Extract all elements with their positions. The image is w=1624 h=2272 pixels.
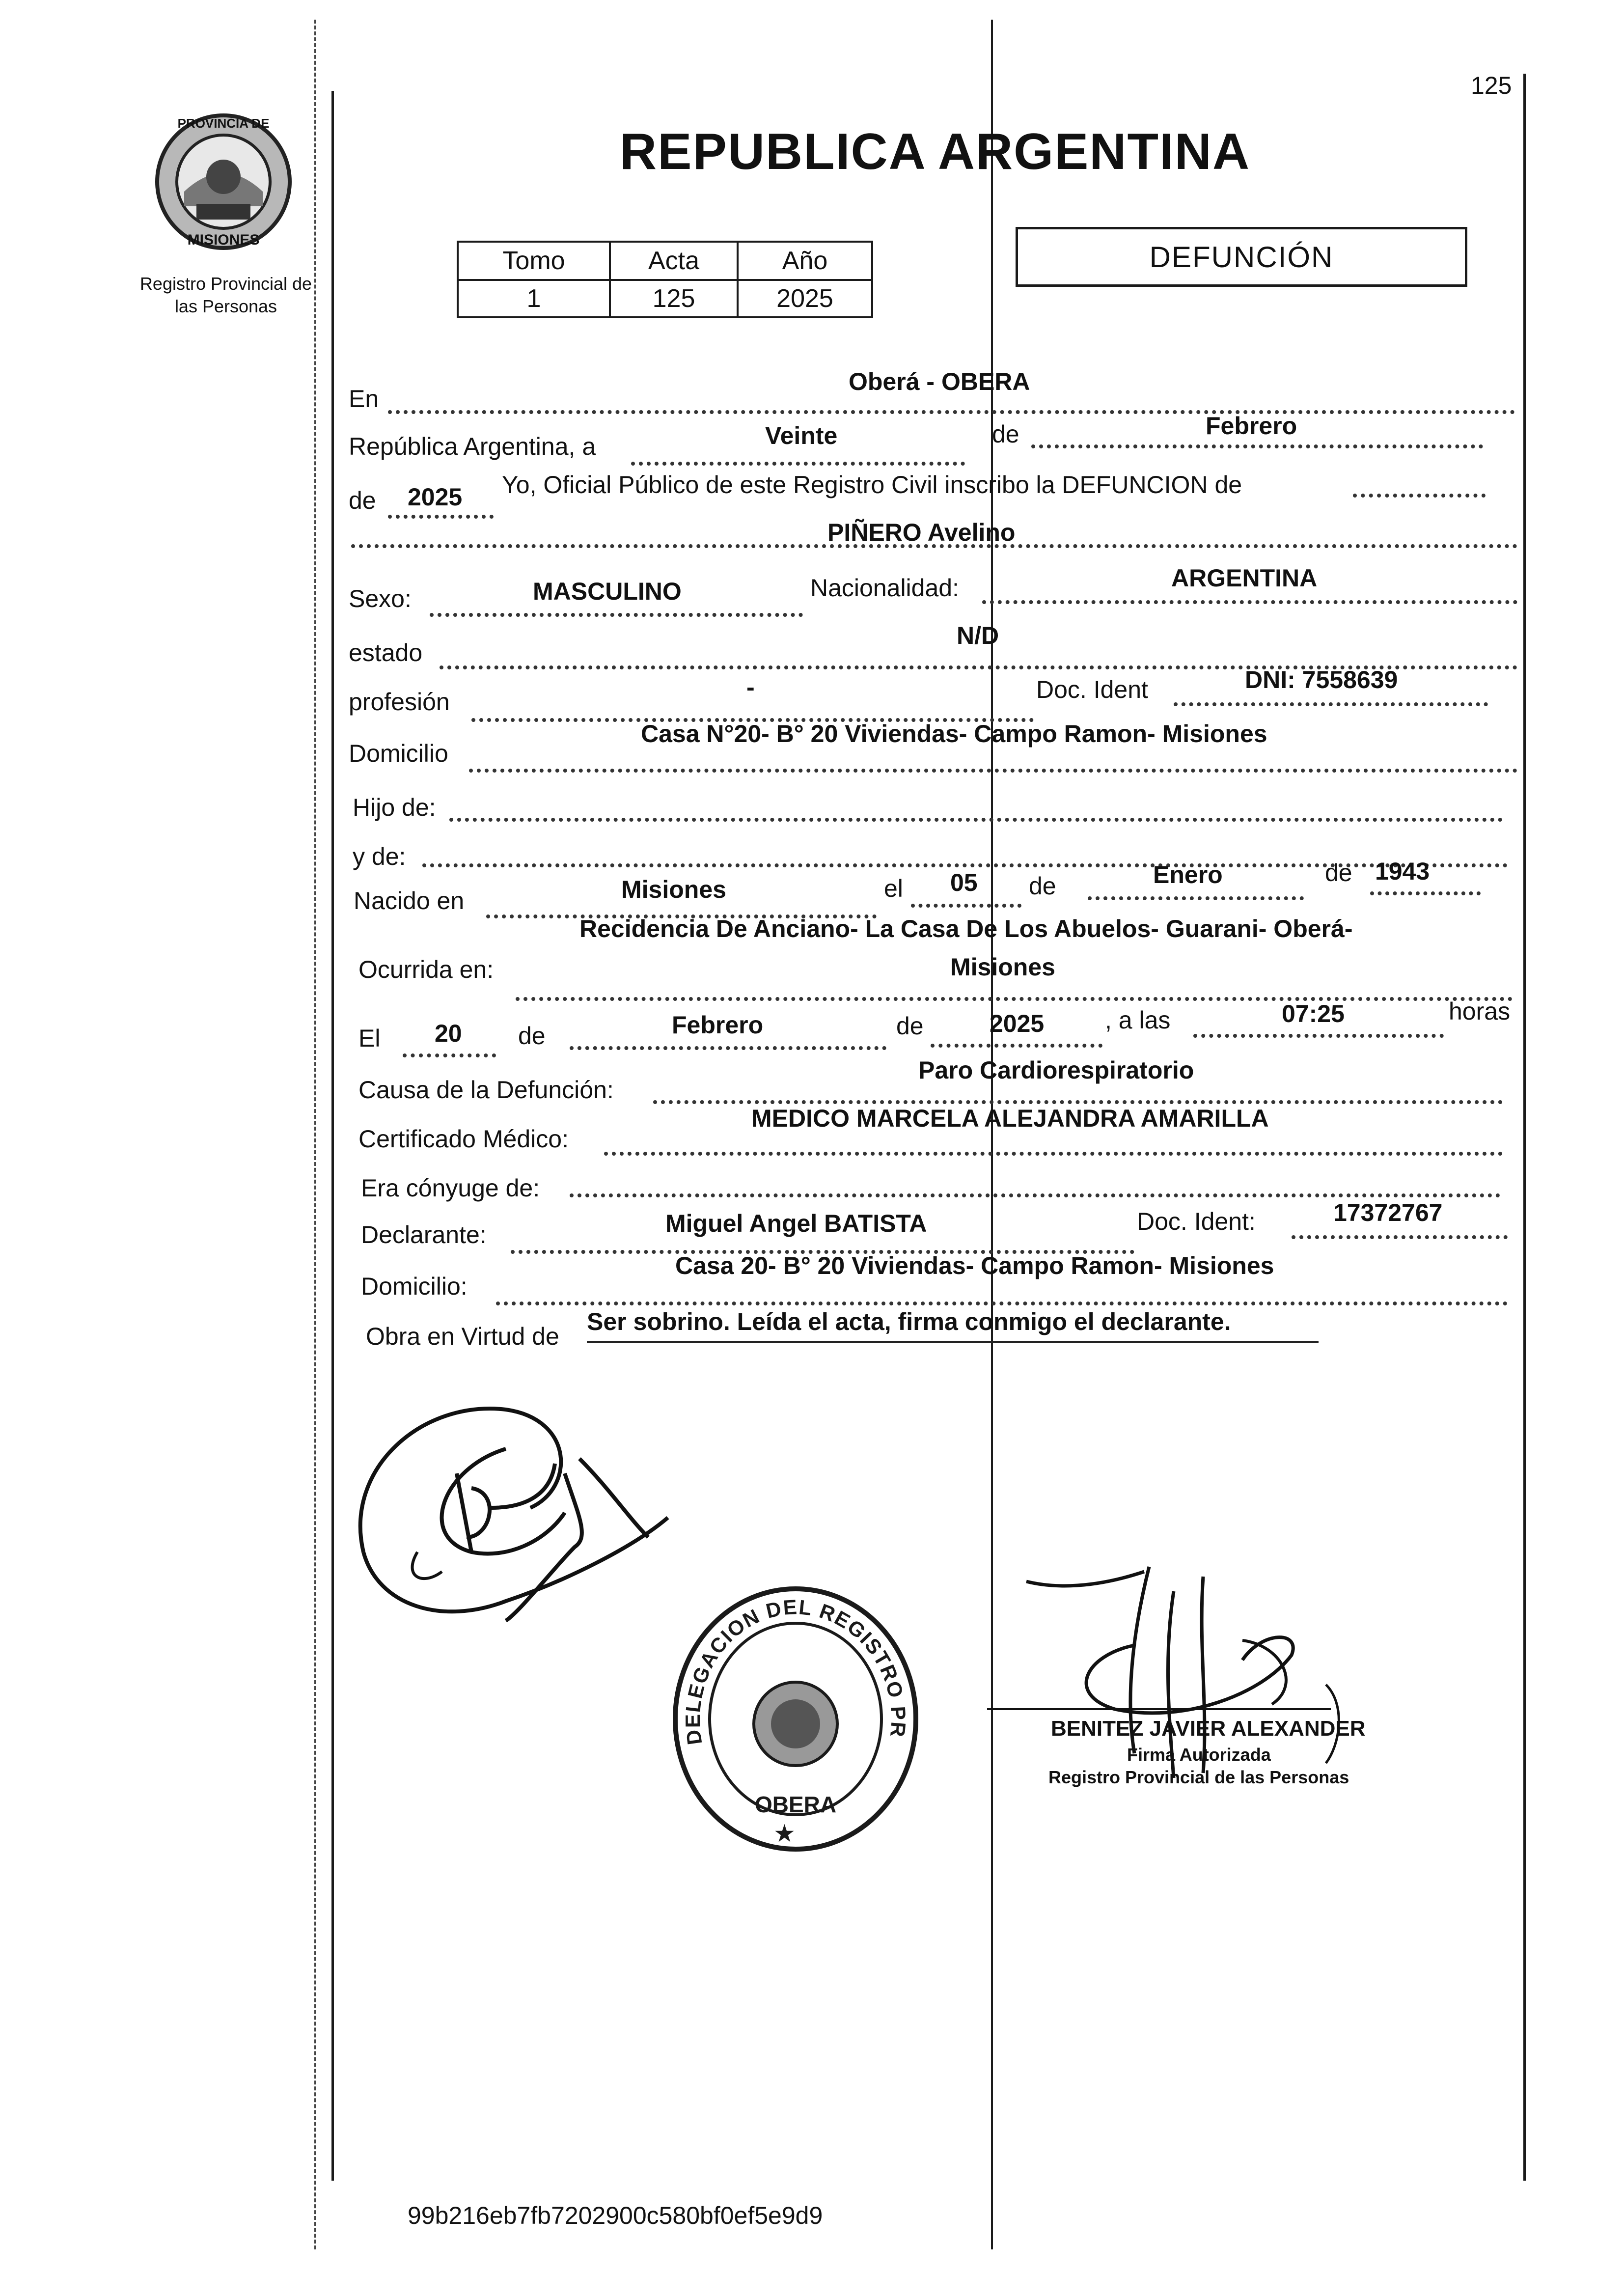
sexo-dots	[430, 613, 803, 617]
record-table	[457, 241, 873, 318]
a-las-label: , a las	[1105, 1006, 1171, 1034]
delegation-stamp	[659, 1563, 923, 1856]
profesion-value: -	[746, 673, 755, 701]
doc-ident-dots	[1174, 702, 1488, 706]
en-value: Oberá - OBERA	[849, 368, 1030, 395]
nacido-label: Nacido en	[354, 887, 465, 914]
official-role: Firma Autorizada	[1127, 1745, 1271, 1765]
causa-value: Paro Cardiorespiratorio	[918, 1056, 1194, 1084]
sexo-label: Sexo:	[349, 585, 412, 612]
day-dots	[631, 462, 965, 466]
de-label-birth-month: de	[1029, 872, 1056, 900]
document-hash: 99b216eb7fb7202900c580bf0ef5e9d9	[408, 2202, 823, 2229]
death-year: 2025	[990, 1010, 1045, 1037]
domicilio-dots	[469, 769, 1517, 773]
causa-dots	[653, 1100, 1503, 1104]
seal-text-bottom: MISIONES	[187, 232, 260, 248]
table-value-tomo: 1	[459, 281, 611, 316]
oficial-text: Yo, Oficial Público de este Registro Civil inscribo la DEFUNCION de	[502, 471, 1242, 499]
ocurrida-dots	[516, 997, 1513, 1001]
conyuge-label: Era cónyuge de:	[361, 1174, 540, 1202]
en-label: En	[349, 385, 379, 413]
star-icon: ★	[773, 1820, 796, 1847]
el-label-death: El	[358, 1025, 381, 1052]
record-type-label: DEFUNCIÓN	[1149, 240, 1334, 274]
declarante-domicilio-dots	[496, 1302, 1508, 1305]
seal-text: PROVINCIA DE	[177, 116, 270, 131]
doc-ident-value: DNI: 7558639	[1245, 666, 1398, 693]
en-dots	[388, 410, 1515, 414]
death-time: 07:25	[1282, 1000, 1345, 1027]
official-office: Registro Provincial de las Personas	[1048, 1767, 1349, 1787]
sexo-value: MASCULINO	[533, 578, 682, 605]
right-border-line	[1523, 74, 1526, 2181]
center-fold-line	[991, 20, 993, 2249]
domicilio-value: Casa N°20- B° 20 Viviendas- Campo Ramon- Misiones	[641, 720, 1267, 748]
province-seal-logo	[150, 108, 297, 255]
table-header-ano: Año	[739, 243, 871, 281]
official-signature	[987, 1547, 1429, 1832]
death-day-dots	[403, 1053, 496, 1057]
birth-month: Enero	[1153, 861, 1223, 888]
left-border-line	[331, 91, 334, 2181]
document-title: REPUBLICA ARGENTINA	[620, 123, 1251, 180]
nacionalidad-label: Nacionalidad:	[810, 574, 959, 602]
official-name: BENITEZ JAVIER ALEXANDER	[1051, 1717, 1366, 1741]
doc-ident-label-declarante: Doc. Ident:	[1137, 1208, 1256, 1235]
death-year-dots	[931, 1044, 1102, 1048]
death-month: Febrero	[672, 1011, 764, 1039]
stamp-city: OBERA	[754, 1792, 837, 1817]
hijo-dots	[449, 818, 1503, 822]
declarante-domicilio: Casa 20- B° 20 Viviendas- Campo Ramon- Misiones	[675, 1252, 1274, 1279]
death-month-dots	[570, 1046, 886, 1050]
birth-year: 1943	[1375, 858, 1430, 885]
registry-label-line2: las Personas	[174, 296, 277, 316]
month-word: Febrero	[1206, 412, 1297, 440]
year-dots	[388, 515, 494, 519]
de-label-birth-year: de	[1325, 859, 1352, 887]
death-day: 20	[435, 1020, 462, 1047]
certificado-dots	[604, 1152, 1503, 1156]
ocurrida-value-line2: Misiones	[950, 953, 1055, 981]
table-value-acta: 125	[611, 281, 739, 316]
obra-value: Ser sobrino. Leída el acta, firma conmigo el declarante.	[587, 1308, 1231, 1335]
nacionalidad-value: ARGENTINA	[1171, 564, 1318, 592]
page-number: 125	[1471, 72, 1512, 99]
day-word: Veinte	[765, 422, 838, 449]
ocurrida-label: Ocurrida en:	[358, 956, 494, 983]
year-value: 2025	[408, 483, 463, 511]
declarante-doc-dots	[1292, 1235, 1508, 1239]
republica-label: República Argentina, a	[349, 433, 596, 460]
domicilio-label: Domicilio	[349, 740, 448, 767]
nacionalidad-dots	[982, 600, 1517, 604]
record-type-box	[1016, 227, 1467, 287]
stamp-ring-text: DELEGACION DEL REGISTRO PROVINCIAL DE LAS PERSONAS	[659, 1563, 910, 1746]
ocurrida-value-line1: Recidencia De Anciano- La Casa De Los Abuelos- Guarani- Oberá-	[579, 915, 1353, 942]
de-label-death-year: de	[896, 1012, 924, 1040]
certificado-value: MEDICO MARCELA ALEJANDRA AMARILLA	[751, 1105, 1269, 1132]
registry-label	[123, 273, 329, 318]
horas-label: horas	[1449, 997, 1511, 1025]
birth-year-dots	[1370, 891, 1481, 895]
el-label: el	[884, 875, 903, 902]
birth-day-dots	[911, 904, 1021, 908]
de-label-year: de	[349, 487, 376, 514]
certificado-label: Certificado Médico:	[358, 1125, 569, 1153]
margin-dash-line	[314, 20, 316, 2249]
birth-day: 05	[950, 869, 978, 896]
de-label: de	[992, 420, 1019, 448]
deceased-name: PIÑERO Avelino	[827, 519, 1016, 546]
estado-value: N/D	[957, 622, 999, 649]
obra-underline	[587, 1341, 1319, 1343]
profesion-label: profesión	[349, 688, 450, 716]
time-dots	[1193, 1034, 1444, 1038]
declarante-doc: 17372767	[1333, 1199, 1443, 1226]
hijo-label: Hijo de:	[353, 794, 436, 821]
birth-month-dots	[1088, 896, 1304, 900]
table-value-ano: 2025	[776, 284, 833, 313]
oficial-dots	[1353, 494, 1486, 498]
estado-label: estado	[349, 639, 423, 666]
registry-label-line1: Registro Provincial de	[139, 274, 312, 294]
de-label-death-month: de	[518, 1022, 546, 1050]
doc-ident-label: Doc. Ident	[1036, 676, 1148, 703]
domicilio-label-declarante: Domicilio:	[361, 1273, 468, 1300]
month-dots	[1031, 444, 1483, 448]
declarante-label: Declarante:	[361, 1221, 487, 1248]
declarante-value: Miguel Angel BATISTA	[665, 1210, 927, 1237]
y-de-label: y de:	[353, 843, 406, 870]
obra-label: Obra en Virtud de	[366, 1323, 559, 1350]
nacido-value: Misiones	[621, 876, 726, 903]
table-header-tomo: Tomo	[459, 243, 611, 281]
table-header-acta: Acta	[611, 243, 739, 281]
causa-label: Causa de la Defunción:	[358, 1076, 614, 1104]
conyuge-dots	[570, 1193, 1500, 1197]
